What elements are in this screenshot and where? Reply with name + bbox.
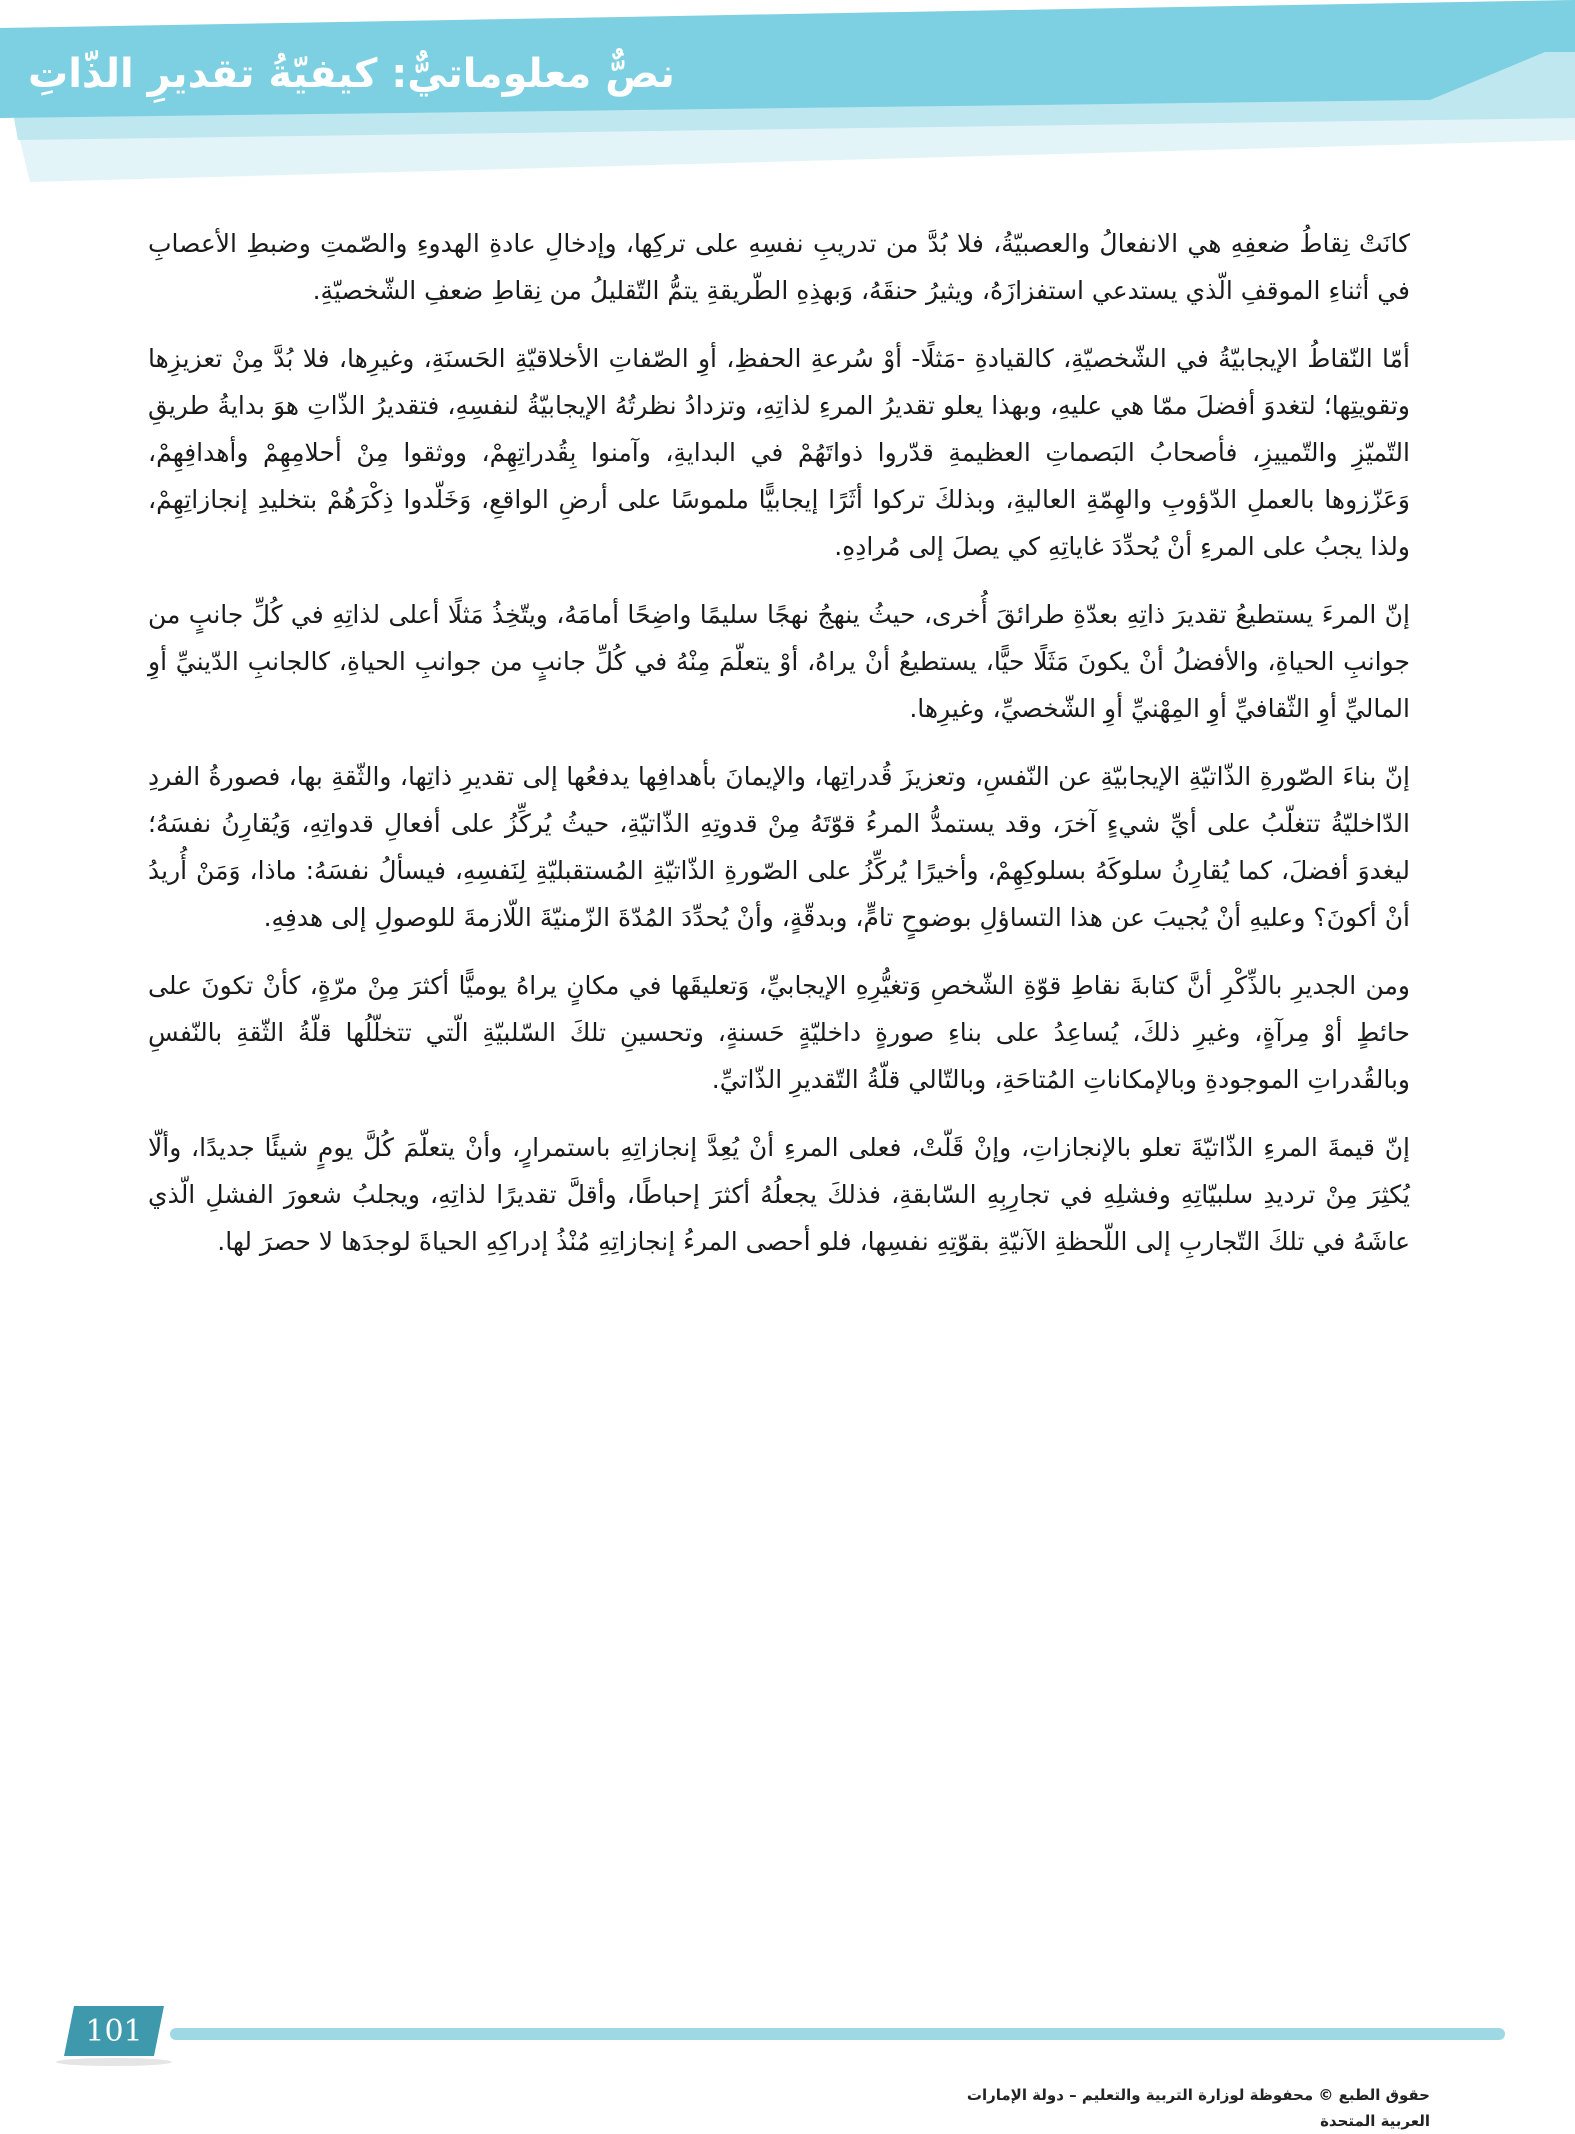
badge-shadow (56, 2058, 172, 2066)
paragraph: إنّ بناءَ الصّورةِ الذّاتيّةِ الإيجابيّةِ عن النّفسِ، وتعزيزَ قُدراتِها، والإيمانَ بأهدافِها يدفعُها إلى تقديرِ ذاتِها، والثّقةِ بها، فصورةُ الفردِ الدّاخليّةُ تتغلّبُ على أيِّ شيءٍ آخرَ، وقد يستمدُّ المرءُ قوّتَهُ مِنْ قدوتِهِ الذّاتيّةِ، حيثُ يُركِّزُ على أفعالِ قدواتِهِ، وَيُقارِنُ نفسَهُ؛ ليغدوَ أفضلَ، كما يُقارِنُ سلوكَهُ بسلوكِهِمْ، وأخيرًا يُركِّزُ على الصّورةِ الذّاتيّةِ المُستقبليّةِ لِنَفسِهِ، فيسألُ نفسَهُ: ماذا، وَمَنْ أُريدُ أنْ أكونَ؟ وعليهِ أنْ يُجيبَ عن هذا التساؤلِ بوضوحٍ تامٍّ، وبدقّةٍ، وأنْ يُحدِّدَ المُدّةَ الزّمنيّةَ اللّازمةَ للوصولِ إلى هدفِهِ. (148, 762, 1410, 932)
paragraph: إنّ قيمةَ المرءِ الذّاتيّةَ تعلو بالإنجازاتِ، وإنْ قَلّتْ، فعلى المرءِ أنْ يُعِدَّ إنجازاتِهِ باستمرارٍ، وأنْ يتعلّمَ كُلَّ يومٍ شيئًا جديدًا، وألّا يُكثِرَ مِنْ ترديدِ سلبيّاتِهِ وفشلِهِ في تجارِبِهِ السّابقةِ، فذلكَ يجعلُهُ أكثرَ إحباطًا، وأقلَّ تقديرًا لذاتِهِ، ويجلبُ شعورَ الفشلِ الّذي عاشَهُ في تلكَ التّجاربِ إلى اللّحظةِ الآنيّةِ بقوّتِهِ نفسِها، فلو أحصى المرءُ إنجازاتِهِ مُنْذُ إدراكِهِ الحياةَ لوجدَها لا حصرَ لها. (148, 1133, 1410, 1256)
footer-line (170, 2028, 1505, 2040)
page-number: 101 (85, 2014, 143, 2049)
paragraph: ومن الجديرِ بالذِّكْرِ أنَّ كتابةَ نقاطِ قوّةِ الشّخصِ وَتغيُّرِهِ الإيجابيِّ، وَتعليقَها في مكانٍ يراهُ يوميًّا أكثرَ مِنْ مرّةٍ، كأنْ تكونَ على حائطٍ أوْ مِرآةٍ، وغيرِ ذلكَ، يُساعِدُ على بناءِ صورةٍ داخليّةٍ حَسنةٍ، وتحسينِ تلكَ السّلبيّةِ الّتي تتخلّلُها قلّةُ الثّقةِ بالنّفسِ وبالقُدراتِ الموجودةِ وبالإمكاناتِ المُتاحَةِ، وبالتّالي قلّةُ التّقديرِ الذّاتيِّ. (148, 971, 1410, 1094)
copyright-notice: حقوق الطبع © محفوظة لوزارة التربية والتعليم – دولة الإمارات العربية المتحدة (966, 2086, 1430, 2130)
paragraph: كانَتْ نِقاطُ ضعفِهِ هي الانفعالُ والعصبيّةُ، فلا بُدَّ من تدريبِ نفسِهِ على تركِها، وإدخالِ عادةِ الهدوءِ والصّمتِ وضبطِ الأعصابِ في أثناءِ الموقفِ الّذي يستدعي استفزازَهُ، ويثيرُ حنقَهُ، وَبهذِهِ الطّريقةِ يتمُّ التّقليلُ من نِقاطِ ضعفِ الشّخصيّةِ. (148, 229, 1410, 305)
article-body (148, 220, 1410, 1286)
paragraph: أمّا النّقاطُ الإيجابيّةُ في الشّخصيّةِ، كالقيادةِ -مَثلًا- أوْ سُرعةِ الحفظِ، أوِ الصّفاتِ الأخلاقيّةِ الحَسنَةِ، وغيرِها، فلا بُدَّ مِنْ تعزيزِها وتقويتِها؛ لتغدوَ أفضلَ ممّا هي عليهِ، وبهذا يعلو تقديرُ المرءِ لذاتِهِ، وتزدادُ نظرتُهُ الإيجابيّةُ لنفسِهِ، فتقديرُ الذّاتِ هوَ بدايةُ طريقِ التّميّزِ والتّمييزِ، فأصحابُ البَصماتِ العظيمةِ قدّروا ذواتَهُمْ في البدايةِ، وآمنوا بِقُدراتِهِمْ، ووثقوا مِنْ أحلامِهِمْ وأهدافِهِمْ، وَعَزّزوها بالعملِ الدّؤوبِ والهِمّةِ العاليةِ، وبذلكَ تركوا أثَرًا إيجابيًّا ملموسًا على أرضِ الواقعِ، وَخَلّدوا ذِكْرَهُمْ بتخليدِ إنجازاتِهِمْ، ولذا يجبُ على المرءِ أنْ يُحدِّدَ غاياتِهِ كي يصلَ إلى مُرادِهِ. (148, 344, 1410, 561)
paragraph: إنّ المرءَ يستطيعُ تقديرَ ذاتِهِ بعدّةِ طرائقَ أُخرى، حيثُ ينهجُ نهجًا سليمًا واضِحًا أمامَهُ، ويتّخِذُ مَثلًا أعلى لذاتِهِ في كُلِّ جانبٍ من جوانبِ الحياةِ، والأفضلُ أنْ يكونَ مَثَلًا حيًّا، يستطيعُ أنْ يراهُ، أوْ يتعلّمَ مِنْهُ في كُلِّ جانبٍ من جوانبِ الحياةِ، كالجانبِ الدّينيِّ أوِ الماليِّ أوِ الثّقافيِّ أوِ المِهْنيِّ أوِ الشّخصيِّ، وغيرِها. (148, 600, 1410, 723)
page-title: نصٌّ معلوماتيٌّ: كيفيّةُ تقديرِ الذّاتِ (28, 51, 675, 97)
